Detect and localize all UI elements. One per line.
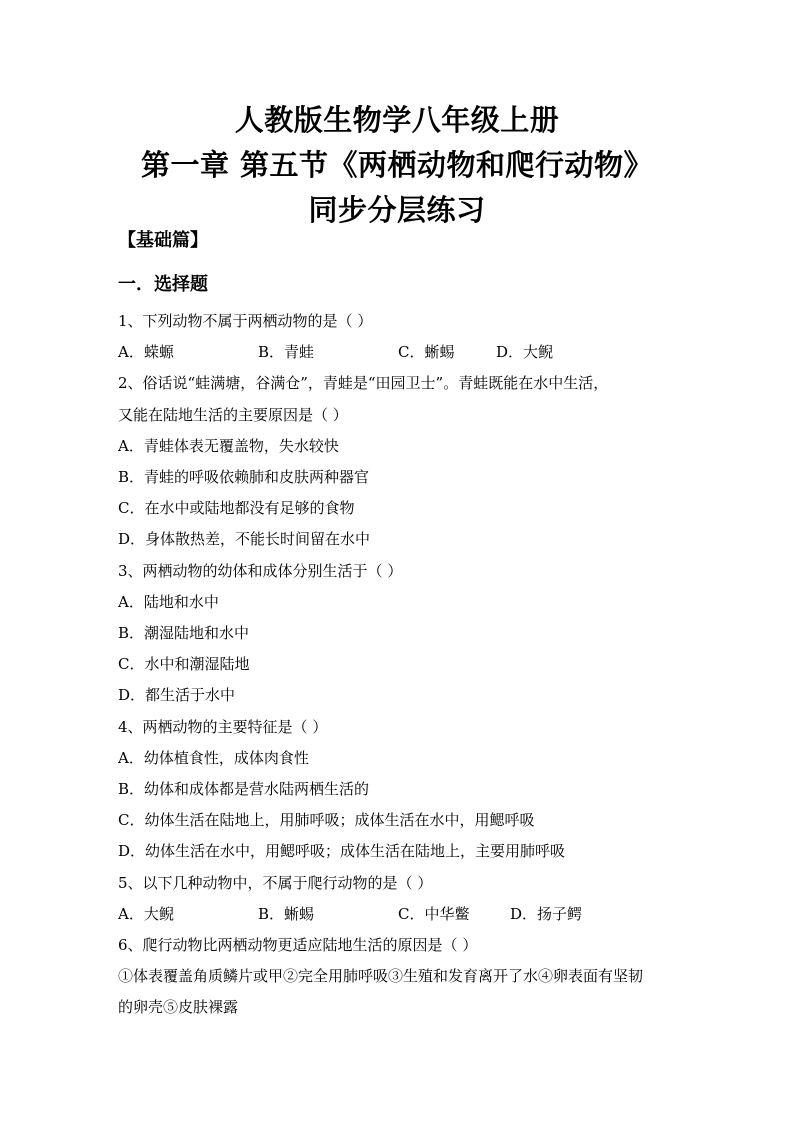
question-2-option-d: D．身体散热差，不能长时间留在水中 bbox=[118, 530, 371, 549]
title-line-chapter: 第一章 第五节《两栖动物和爬行动物》 bbox=[140, 148, 654, 182]
question-5-stem: 5、以下几种动物中，不属于爬行动物的是（ ） bbox=[118, 873, 433, 892]
question-2-option-b: B．青蛙的呼吸依赖肺和皮肤两种器官 bbox=[118, 468, 370, 487]
question-5-options bbox=[118, 899, 678, 930]
exercise-body bbox=[118, 226, 678, 1024]
question-6-stem: 6、爬行动物比两栖动物更适应陆地生活的原因是（ ） bbox=[118, 936, 478, 955]
title-line-book: 人教版生物学八年级上册 bbox=[234, 103, 560, 137]
question-2-stem-line-2: 又能在陆地生活的主要原因是（ ） bbox=[118, 405, 348, 424]
question-2-option-c: C．在水中或陆地都没有足够的食物 bbox=[118, 499, 355, 518]
question-5-option-a: A．大鲵 bbox=[118, 904, 174, 923]
question-3-option-c: C．水中和潮湿陆地 bbox=[118, 655, 250, 674]
question-6-statements-line-2: 的卵壳⑤皮肤裸露 bbox=[118, 998, 239, 1017]
question-4-stem: 4、两栖动物的主要特征是（ ） bbox=[118, 717, 328, 736]
title-line-practice: 同步分层练习 bbox=[308, 193, 486, 227]
question-1-option-a: A．蝾螈 bbox=[118, 343, 174, 362]
question-2-option-a: A．青蛙体表无覆盖物，失水较快 bbox=[118, 436, 339, 455]
question-4-option-d: D．幼体生活在水中，用鳃呼吸；成体生活在陆地上，主要用肺呼吸 bbox=[118, 842, 566, 861]
question-1-option-d: D．大鲵 bbox=[496, 343, 554, 362]
question-1-option-c: C．蜥蜴 bbox=[398, 343, 455, 362]
question-3-option-d: D．都生活于水中 bbox=[118, 686, 236, 705]
question-3-option-a: A．陆地和水中 bbox=[118, 592, 219, 611]
question-5-option-d: D．扬子鳄 bbox=[510, 904, 583, 923]
question-6-statements-line-1: ①体表覆盖角质鳞片或甲②完全用肺呼吸③生殖和发育离开了水④卵表面有坚韧 bbox=[118, 967, 644, 986]
document-title bbox=[0, 98, 794, 233]
question-1-stem: 1、下列动物不属于两栖动物的是（ ） bbox=[118, 312, 373, 330]
section-heading-basic: 【基础篇】 bbox=[118, 230, 208, 251]
question-5-option-b: B．蜥蜴 bbox=[258, 904, 315, 923]
question-3-stem: 3、两栖动物的幼体和成体分别生活于（ ） bbox=[118, 561, 403, 580]
question-1-option-b: B．青蛙 bbox=[258, 343, 315, 362]
question-3-option-b: B．潮湿陆地和水中 bbox=[118, 624, 250, 643]
question-1-options bbox=[118, 337, 678, 368]
question-5-option-c: C．中华鳖 bbox=[398, 904, 470, 923]
question-4-option-a: A．幼体植食性，成体肉食性 bbox=[118, 748, 309, 767]
section-heading-choice: 一．选择题 bbox=[118, 274, 208, 295]
question-2-stem-line-1: 2、俗话说“蛙满塘，谷满仓”，青蛙是“田园卫士”。青蛙既能在水中生活， bbox=[118, 374, 609, 393]
question-4-option-c: C．幼体生活在陆地上，用肺呼吸；成体生活在水中，用鳃呼吸 bbox=[118, 811, 535, 830]
question-4-option-b: B．幼体和成体都是营水陆两栖生活的 bbox=[118, 780, 370, 799]
